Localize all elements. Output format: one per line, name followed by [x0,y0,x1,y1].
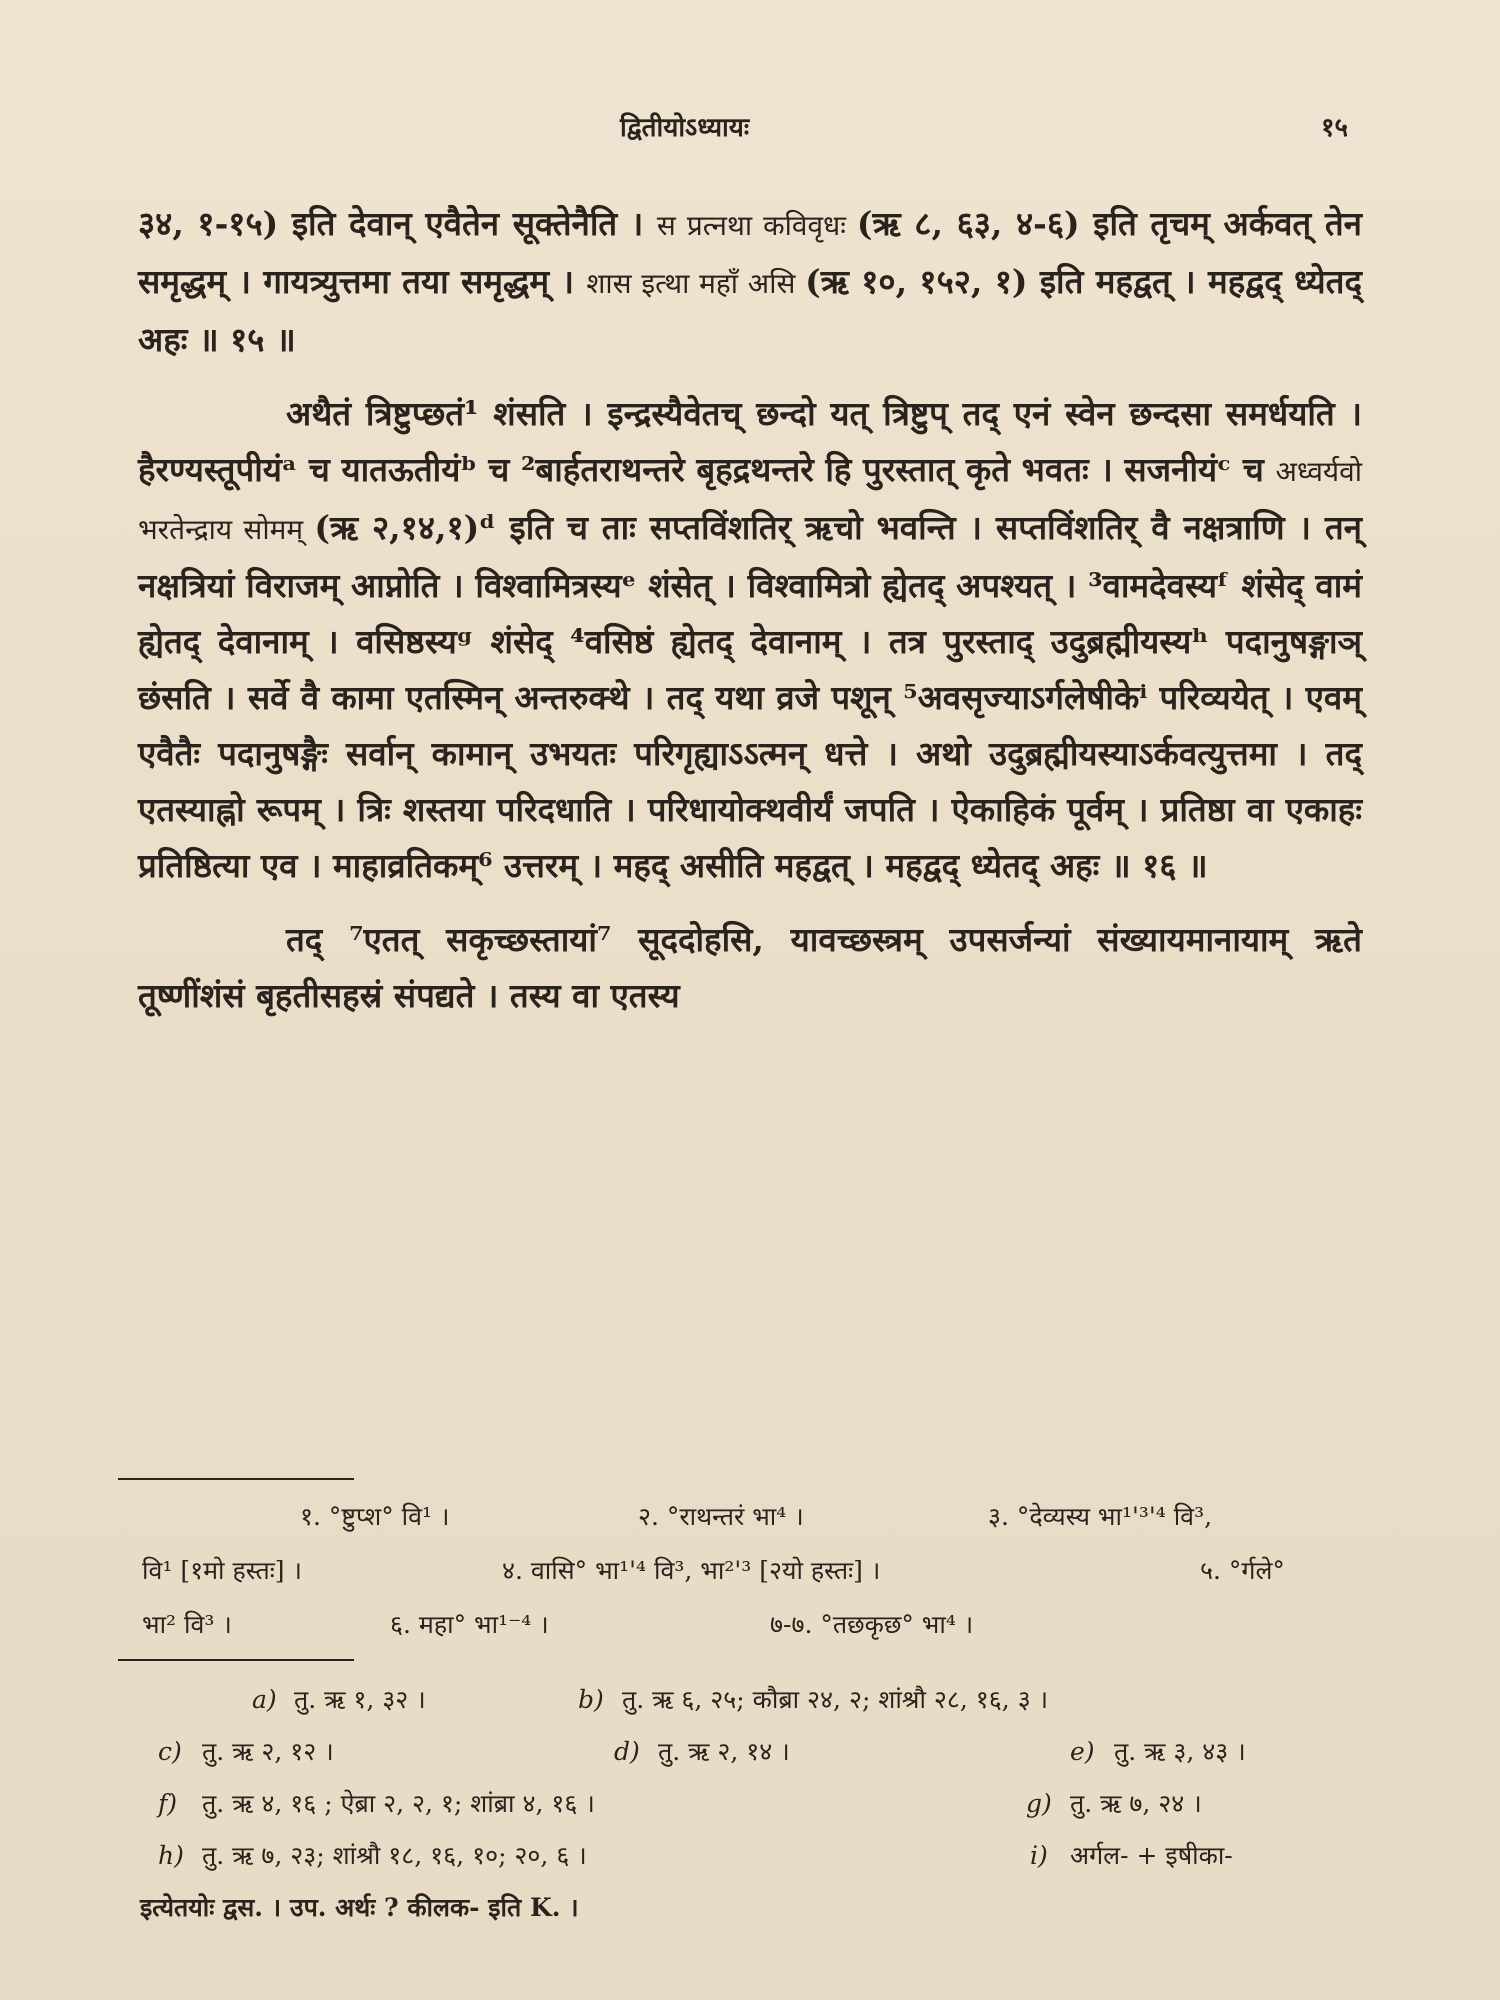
footnote-label: d) [614,1737,640,1766]
variant-line [140,1598,1360,1652]
text-segment-quote: स प्रत्नथा कविवृधः [656,209,857,242]
variant-note: ३. °देव्यस्य भा¹'³'⁴ वि³, [988,1502,1213,1531]
editorial-footnotes [140,1674,1350,1934]
text-segment: (ऋ ८, ६३, ४-६) इति तृचम् अर्कवत् तेन समृद्धम् । गायत्र्युत्तमा तया समृद्धम् । [138,204,1362,301]
footnote-label: g) [1026,1789,1052,1818]
text-segment: अथैतं त्रिष्टुप्छतं¹ शंसति । इन्द्रस्यैवेतच् छन्दो यत् त्रिष्टुप् तद् एनं स्वेन छन्दसा समर्धयति । हैरण्यस्तूपीयंᵃ च यातऊतीयंᵇ च ²बार्हतराथन्तरे बृहद्रथन्तरे हि पुरस्तात् कृते भवतः । सजनीयंᶜ च [138,394,1362,489]
variant-note: ६. महा° भा¹⁻⁴ । [390,1610,549,1639]
variant-note: ७-७. °तछकृछ° भा⁴ । [770,1610,974,1639]
footnote-divider-2 [118,1659,354,1661]
footnote-label: e) [1070,1737,1095,1766]
variant-line [140,1544,1360,1598]
footnote-label: h) [158,1841,184,1870]
page-number: १५ [1320,113,1348,143]
text-segment-quote: शास इत्था महाँ असि [586,267,806,300]
variant-readings [140,1490,1360,1652]
footnote-divider-1 [118,1478,354,1480]
footnote-text: तु. ऋ १, ३२ । [294,1685,426,1714]
footnote-line [140,1726,1350,1778]
footnote-text: तु. ऋ ३, ४३ । [1114,1737,1246,1766]
footnote-label: i) [1030,1841,1048,1870]
variant-note: भा² वि³ । [142,1610,232,1639]
variant-note: ४. वासि° भा¹'⁴ वि³, भा²'³ [२यो हस्तः] । [502,1556,881,1585]
paragraph-15 [138,196,1362,368]
running-header [0,108,1500,148]
footnote-text: तु. ऋ ७, २४ । [1070,1789,1202,1818]
main-text [138,196,1362,1042]
footnote-line [140,1674,1350,1726]
variant-line [140,1490,1360,1544]
footnote-label: f) [158,1789,178,1818]
footnote-text: अर्गल- + इषीका- [1070,1841,1233,1870]
variant-note: २. °राथन्तरं भा⁴ । [638,1502,804,1531]
variant-note: १. °ष्टुप्श° वि¹ । [300,1502,450,1531]
text-segment: (ऋ १०, १५२, १) इति महद्वत् । महद्वद् ध्येतद् अहः ॥ १५ ॥ [138,262,1362,359]
footnote-text: तु. ऋ २, १२ । [202,1737,334,1766]
text-segment-quote: अध्वर्यवो भरतेन्द्राय सोमम् [138,455,1362,546]
footnote-text: तु. ऋ ४, १६ ; ऐब्रा २, २, १; शांब्रा ४, १६ । [202,1789,595,1818]
text-segment: (ऋ २,१४,१)ᵈ इति च ताः सप्तविंशतिर् ऋचो भवन्ति । सप्तविंशतिर् वै नक्षत्राणि । तन् नक्षत्रियां विराजम् आप्नोति । विश्वामित्रस्यᵉ शंसेत् । विश्वामित्रो ह्येतद् अपश्यत् । ³वामदेवस्यᶠ शंसेद् वामं ह्येतद् देवानाम् । वसिष्ठस्यᵍ शंसेद् ⁴वसिष्ठं ह्येतद् देवानाम् । तत्र पुरस्ताद् उदुब्रह्मीयस्यʰ पदानुषङ्गाञ् छंसति । सर्वे वै कामा एतस्मिन् अन्तरुक्थे । तद् यथा व्रजे पशून् ⁵अवसृज्याऽर्गलेषीकेⁱ परिव्ययेत् । एवम् एवैतैः पदानुषङ्गैः सर्वान् कामान् उभयतः परिगृह्याऽऽत्मन् धत्ते । अथो उदुब्रह्मीयस्याऽर्कवत्युत्तमा । तद् एतस्याह्नो रूपम् । त्रिः शस्तया परिदधाति । परिधायोक्थवीर्यं जपति । ऐकाहिकं पूर्वम् । प्रतिष्ठा वा एकाहः प्रतिष्ठित्या एव । माहाव्रतिकम्⁶ उत्तरम् । महद् असीति महद्वत् । महद्वद् ध्येतद् अहः ॥ १६ ॥ [138,508,1362,885]
footnote-line [140,1830,1350,1882]
footnote-line [140,1882,1350,1934]
chapter-title: द्वितीयोऽध्यायः [620,113,750,143]
footnote-text: इत्येतयोः द्वस. । उप. अर्थः ? कीलक- इति K. । [140,1893,579,1922]
variant-note: वि¹ [१मो हस्तः] । [142,1556,302,1585]
footnote-label: c) [158,1737,182,1766]
footnote-text: तु. ऋ ६, २५; कौब्रा २४, २; शांश्रौ २८, १६, ३ । [622,1685,1049,1714]
paragraph-17 [138,912,1362,1024]
footnote-text: तु. ऋ २, १४ । [658,1737,790,1766]
variant-note: ५. °र्गले° [1200,1556,1285,1585]
text-segment: ३४, १-१५) इति देवान् एवैतेन सूक्तेनैति । [138,204,657,243]
footnote-line [140,1778,1350,1830]
footnote-label: b) [578,1685,604,1714]
footnote-label: a) [252,1685,277,1714]
footnote-text: तु. ऋ ७, २३; शांश्रौ १८, १६, १०; २०, ६ । [202,1841,587,1870]
paragraph-16 [138,386,1362,894]
text-segment: तद् ⁷एतत् सकृच्छस्तायां⁷ सूददोहसि, यावच्छस्त्रम् उपसर्जन्यां संख्यायमानायाम् ऋते तूष्णींशंसं बृहतीसहस्रं संपद्यते । तस्य वा एतस्य [138,920,1362,1015]
